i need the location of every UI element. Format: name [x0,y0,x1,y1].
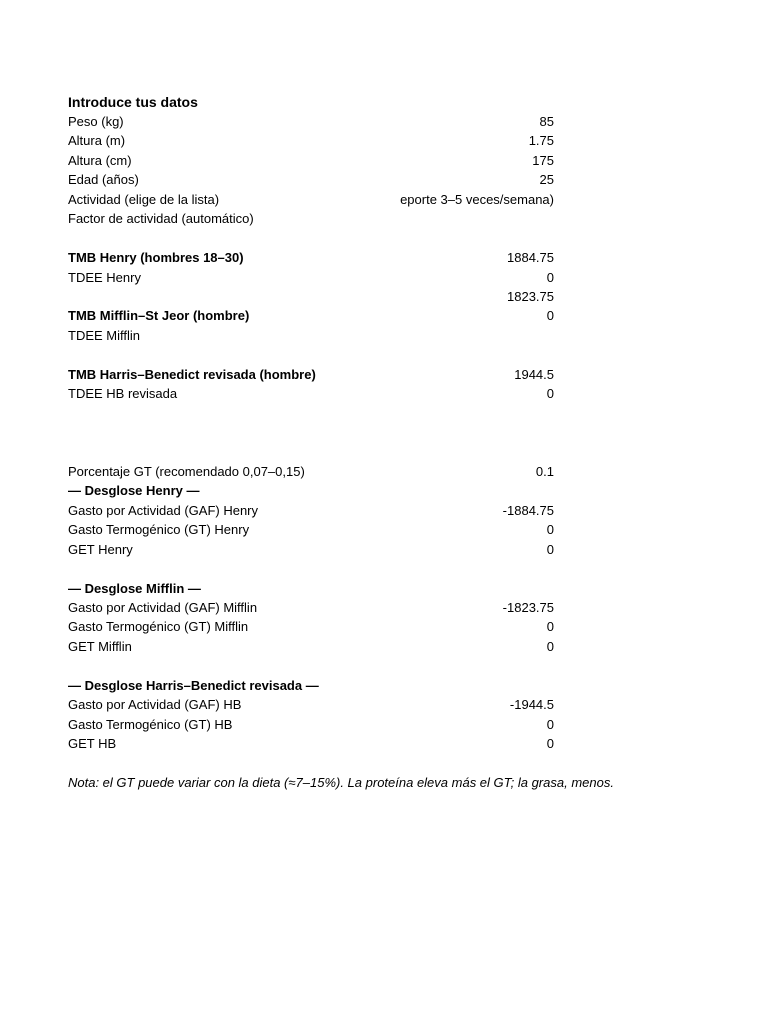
row-desglose-hb-header [68,676,556,695]
tdee-hb-label: TDEE HB revisada [68,386,178,402]
gt-pct-value[interactable]: 0.1 [535,463,554,479]
factor-label: Factor de actividad (automático) [68,211,254,227]
altura-cm-value[interactable]: 175 [532,152,554,168]
empty-row [68,423,556,442]
gt-mifflin-label: Gasto Termogénico (GT) Mifflin [68,619,249,635]
gt-henry-value: 0 [546,522,554,538]
get-henry-label: GET Henry [68,541,133,557]
row-get-henry [68,540,556,559]
desglose-mifflin-header: — Desglose Mifflin — [68,580,201,596]
desglose-henry-header: — Desglose Henry — [68,483,200,499]
edad-label: Edad (años) [68,172,139,188]
get-hb-label: GET HB [68,736,117,751]
tdee-henry-label: TDEE Henry [68,269,141,285]
row-desglose-mifflin-header [68,579,556,598]
empty-row [68,404,556,423]
gt-mifflin-value: 0 [546,619,554,635]
get-hb-value: 0 [546,736,554,751]
tmb-henry-value: 1884.75 [507,250,554,266]
gaf-henry-value: -1884.75 [502,502,554,518]
actividad-select[interactable]: eporte 3–5 veces/semana) [400,191,554,207]
empty-row [68,753,556,772]
row-edad [68,170,556,189]
gaf-hb-label: Gasto por Actividad (GAF) HB [68,697,242,713]
get-henry-value: 0 [546,541,554,557]
row-gaf-henry [68,501,556,520]
tmb-mifflin-label: TMB Mifflin–St Jeor (hombre) [68,308,250,324]
row-altura-m [68,131,556,150]
row-tmb-mifflin [68,306,556,325]
gt-hb-value: 0 [546,716,554,732]
row-get-mifflin [68,637,556,656]
empty-row [68,229,556,248]
empty-row [68,656,556,675]
peso-value[interactable]: 85 [539,114,554,129]
spreadsheet-page [68,92,614,792]
empty-row [68,345,556,364]
gaf-hb-value: -1944.5 [509,697,554,713]
row-peso [68,112,556,131]
peso-label: Peso (kg) [68,114,124,129]
row-tdee-henry [68,268,556,287]
desglose-hb-header: — Desglose Harris–Benedict revisada — [68,677,319,693]
row-gt-mifflin [68,617,556,636]
gt-pct-label: Porcentaje GT (recomendado 0,07–0,15) [68,463,305,479]
row-tmb-henry [68,248,556,267]
tmb-mifflin-value: 1823.75 [507,288,554,304]
tdee-mifflin-label: TDEE Mifflin [68,327,140,343]
row-tdee-mifflin [68,326,556,345]
gt-henry-label: Gasto Termogénico (GT) Henry [68,522,250,538]
altura-cm-label: Altura (cm) [68,152,132,168]
row-gt-henry [68,520,556,539]
get-mifflin-value: 0 [546,638,554,654]
page-title: Introduce tus datos [68,94,198,110]
row-tmb-mifflin-value [68,287,556,306]
row-gaf-hb [68,695,556,714]
footnote: Nota: el GT puede variar con la dieta (≈7–15%). La proteína eleva más el GT; la grasa, menos. [68,774,614,790]
row-tmb-hb [68,365,556,384]
row-altura-cm [68,151,556,170]
actividad-label: Actividad (elige de la lista) [68,191,220,207]
row-get-hb [68,734,556,753]
gt-hb-label: Gasto Termogénico (GT) HB [68,716,233,732]
tmb-hb-label: TMB Harris–Benedict revisada (hombre) [68,366,316,382]
tmb-hb-value: 1944.5 [514,366,554,382]
tdee-hb-value: 0 [546,386,554,402]
row-gt-hb [68,715,556,734]
gaf-mifflin-label: Gasto por Actividad (GAF) Mifflin [68,599,258,615]
row-desglose-henry-header [68,481,556,500]
row-gaf-mifflin [68,598,556,617]
row-actividad [68,190,556,209]
gaf-henry-label: Gasto por Actividad (GAF) Henry [68,502,259,518]
tmb-henry-label: TMB Henry (hombres 18–30) [68,250,244,266]
row-factor [68,209,556,228]
tdee-henry-value: 0 [546,269,554,285]
get-mifflin-label: GET Mifflin [68,638,132,654]
edad-value[interactable]: 25 [539,172,554,188]
altura-m-value[interactable]: 1.75 [528,133,554,149]
row-gt-pct [68,462,556,481]
altura-m-label: Altura (m) [68,133,126,149]
tdee-mifflin-value: 0 [546,308,554,324]
gaf-mifflin-value: -1823.75 [502,599,554,615]
empty-row [68,442,556,461]
empty-row [68,559,556,578]
row-tdee-hb [68,384,556,403]
